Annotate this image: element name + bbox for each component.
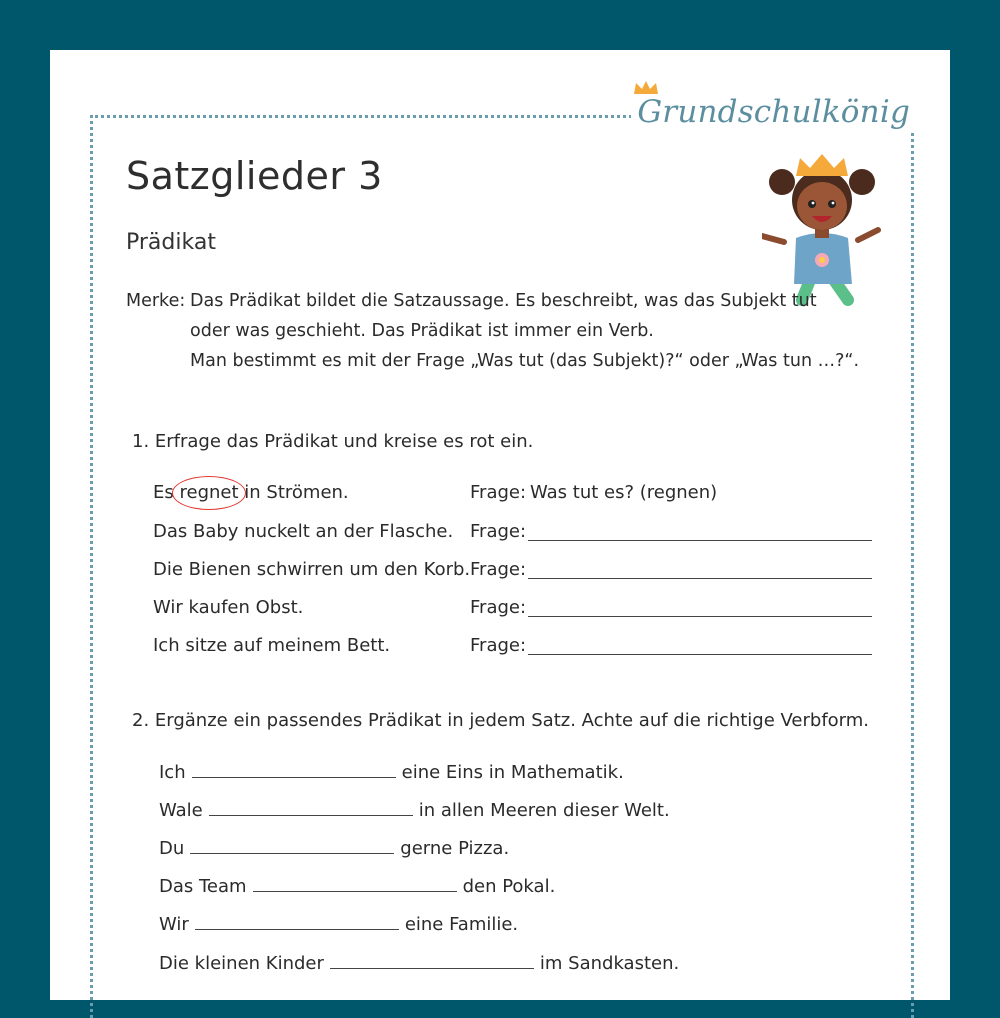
sentence-start: Das Team xyxy=(159,876,247,897)
sentence-start: Die kleinen Kinder xyxy=(159,953,324,974)
sentence-start: Du xyxy=(159,838,185,859)
page-title: Satzglieder 3 xyxy=(126,154,383,198)
sentence-end: gerne Pizza. xyxy=(400,838,510,859)
frage-label: Frage: xyxy=(470,597,527,618)
sentence-end: in allen Meeren dieser Welt. xyxy=(418,800,670,821)
task2-sentence xyxy=(159,953,679,974)
answer-line[interactable] xyxy=(528,540,872,541)
sentence-end: eine Eins in Mathematik. xyxy=(401,762,624,783)
worksheet xyxy=(50,50,950,1000)
task2-sentence xyxy=(159,876,555,897)
example-before: Es xyxy=(153,482,174,503)
fill-in-blank[interactable] xyxy=(190,852,394,854)
brand-name: Grundschulkönig xyxy=(637,94,910,130)
fill-in-blank[interactable] xyxy=(195,928,399,930)
answer-line[interactable] xyxy=(528,578,872,579)
frage-label: Frage: xyxy=(470,635,527,656)
fill-in-blank[interactable] xyxy=(209,814,413,816)
brand-logo xyxy=(631,94,916,130)
frage-label: Frage: xyxy=(470,482,527,503)
red-circle-mark xyxy=(172,476,246,510)
merke-line: oder was geschieht. Das Prädikat ist immer ein Verb. xyxy=(190,321,654,341)
circled-word xyxy=(180,482,239,503)
frage-label: Frage: xyxy=(470,559,527,580)
task1-instruction: 1. Erfrage das Prädikat und kreise es rot ein. xyxy=(132,431,534,452)
merke-line: Man bestimmt es mit der Frage „Was tut (das Subjekt)?“ oder „Was tun …?“. xyxy=(190,351,860,371)
task1-sentence: Die Bienen schwirren um den Korb. xyxy=(153,559,471,580)
sentence-start: Ich xyxy=(159,762,186,783)
fill-in-blank[interactable] xyxy=(192,776,396,778)
sentence-end: den Pokal. xyxy=(462,876,556,897)
page-subtitle: Prädikat xyxy=(126,230,216,255)
merke-line: Das Prädikat bildet die Satzaussage. Es beschreibt, was das Subjekt tut xyxy=(190,291,817,311)
answer-line[interactable] xyxy=(528,654,872,655)
task1-sentence: Ich sitze auf meinem Bett. xyxy=(153,635,391,656)
frage-label: Frage: xyxy=(470,521,527,542)
task2-sentence xyxy=(159,762,624,783)
sentence-end: im Sandkasten. xyxy=(539,953,680,974)
fill-in-blank[interactable] xyxy=(330,967,534,969)
sentence-end: eine Familie. xyxy=(404,914,519,935)
task2-sentence xyxy=(159,800,670,821)
example-sentence xyxy=(153,482,349,503)
sentence-start: Wale xyxy=(159,800,203,821)
answer-line[interactable] xyxy=(528,616,872,617)
sentence-start: Wir xyxy=(159,914,189,935)
task2-instruction: 2. Ergänze ein passendes Prädikat in jedem Satz. Achte auf die richtige Verbform. xyxy=(132,710,870,731)
merke-label: Merke: xyxy=(126,291,186,311)
crown-icon xyxy=(633,80,659,96)
task2-sentence xyxy=(159,914,518,935)
fill-in-blank[interactable] xyxy=(253,890,457,892)
example-answer: Was tut es? (regnen) xyxy=(530,482,718,503)
task1-sentence: Das Baby nuckelt an der Flasche. xyxy=(153,521,454,542)
task2-sentence xyxy=(159,838,509,859)
task1-sentence: Wir kaufen Obst. xyxy=(153,597,304,618)
circled-word-text: regnet xyxy=(179,482,239,503)
example-after: in Strömen. xyxy=(244,482,349,503)
